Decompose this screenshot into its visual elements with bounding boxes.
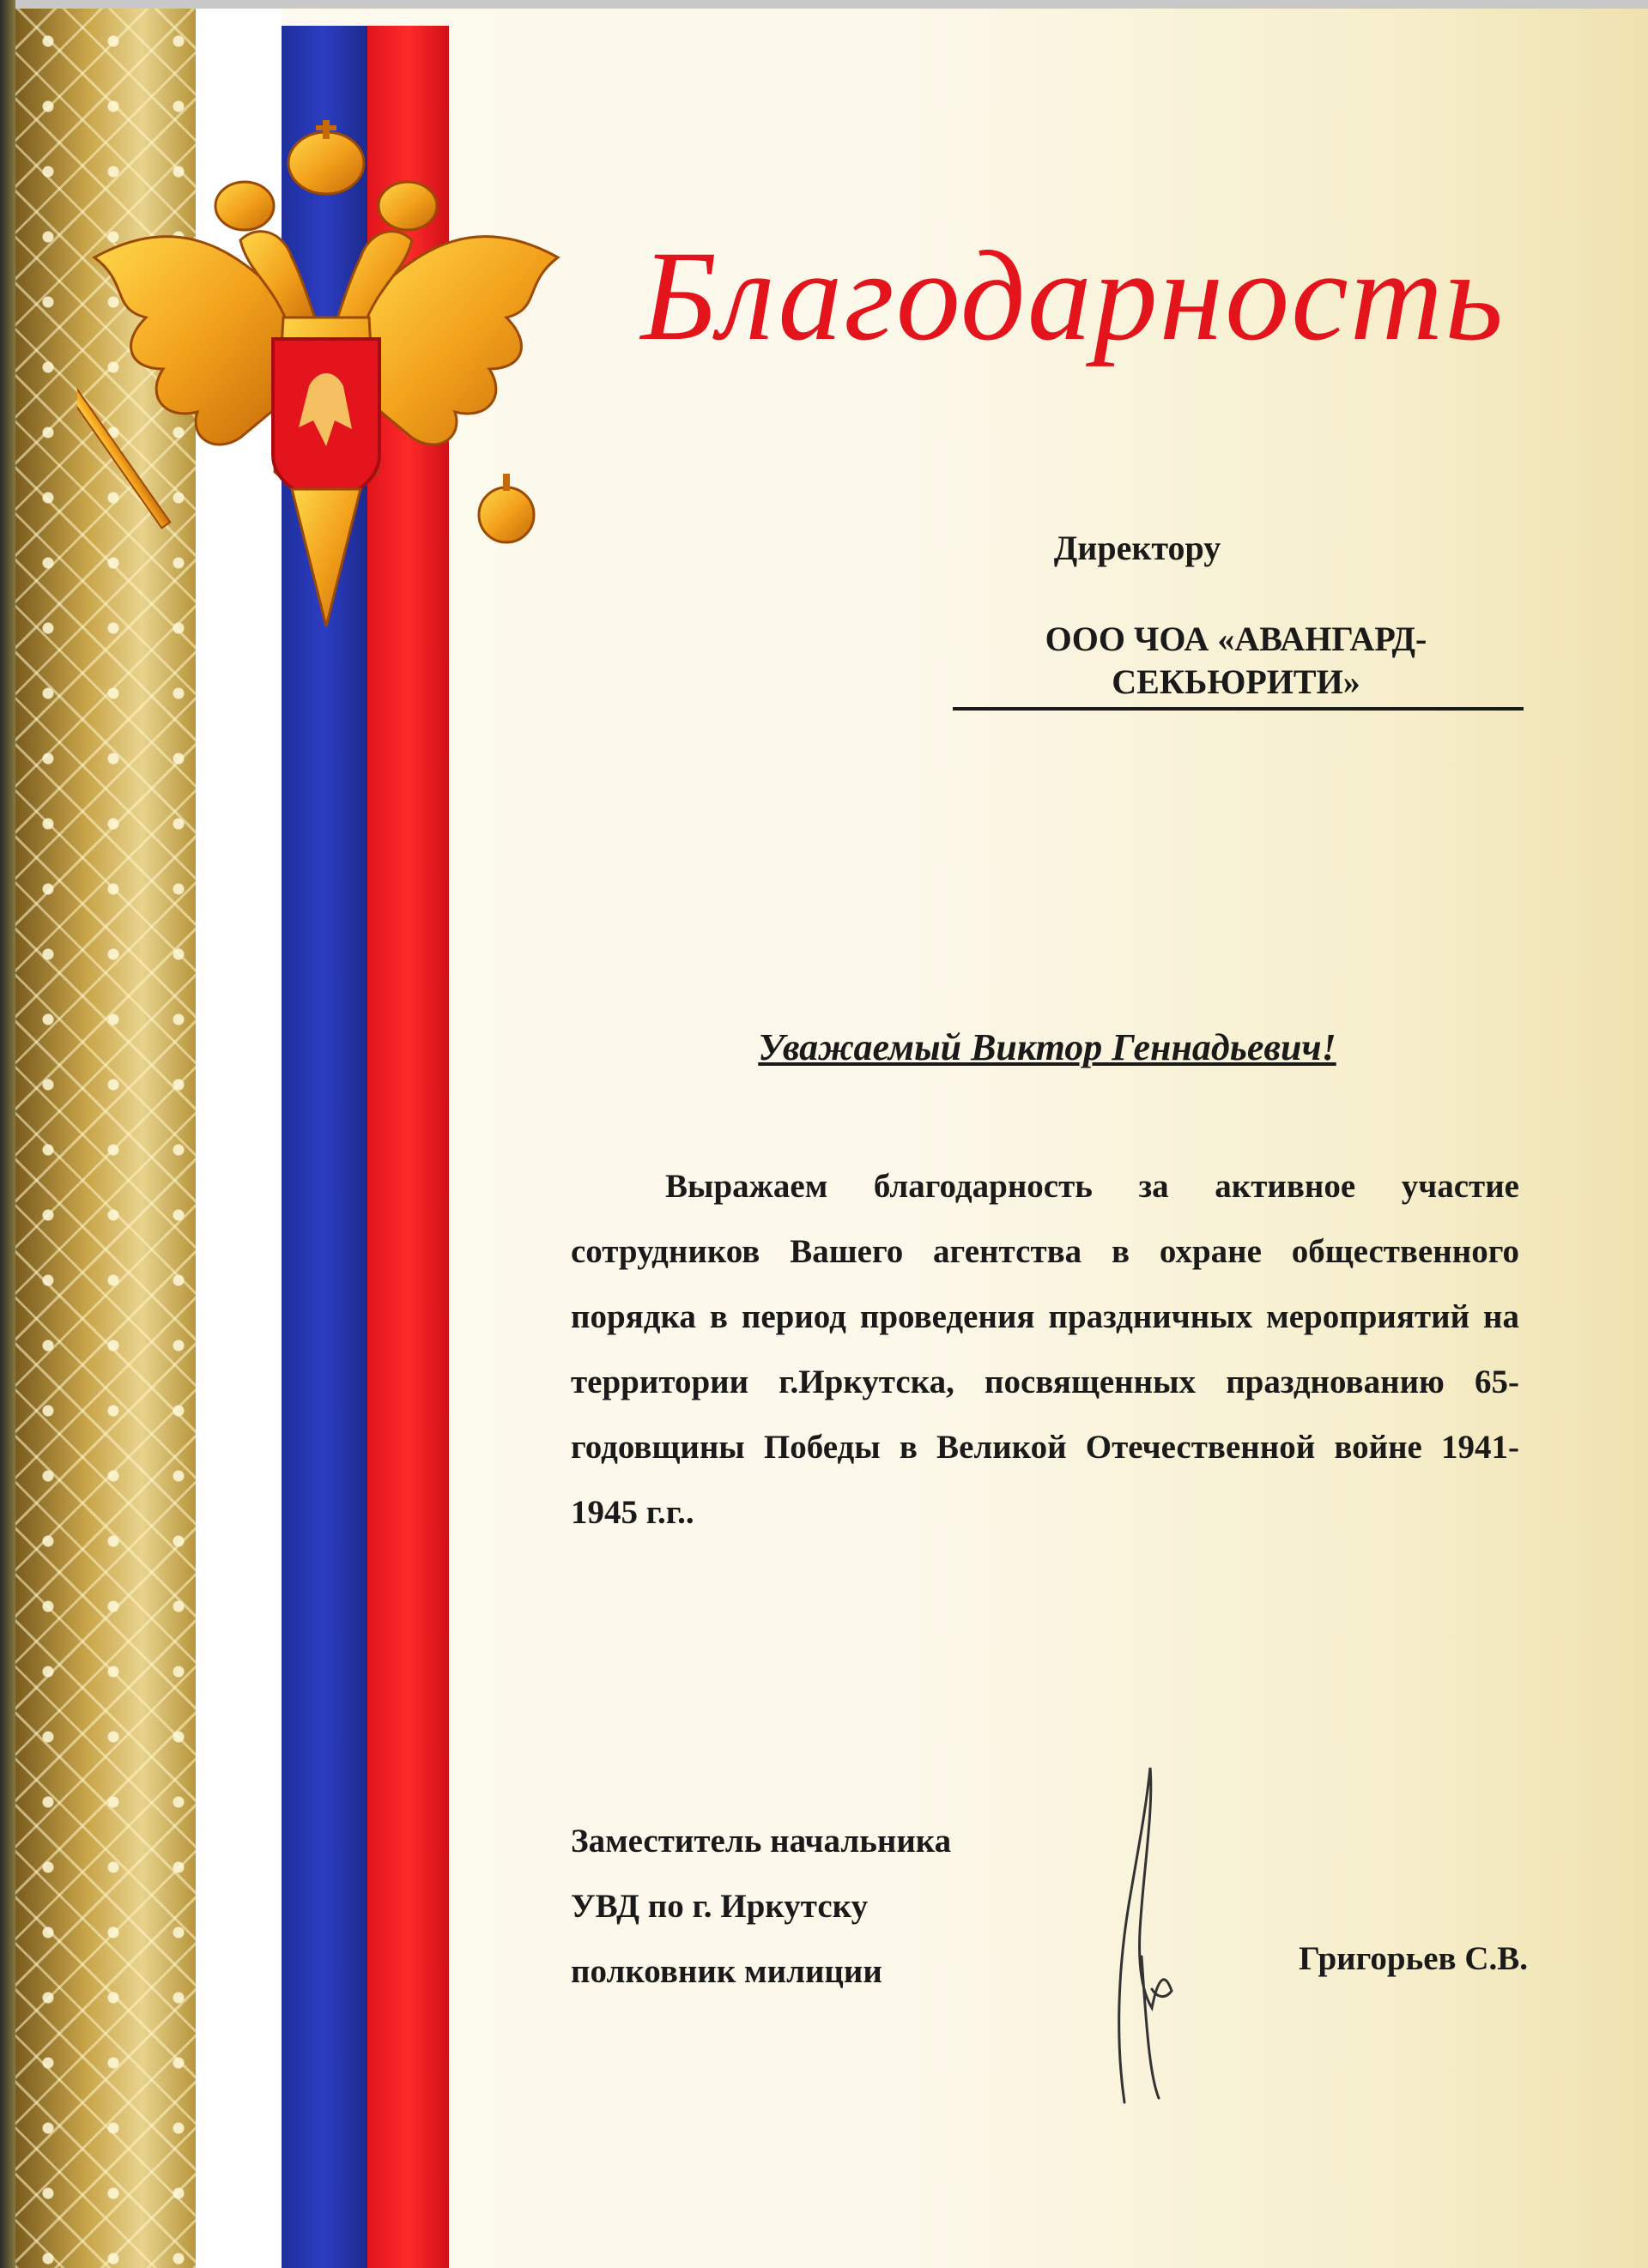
signatory-position [571, 1809, 1086, 2005]
certificate-title: Благодарность [640, 225, 1506, 367]
signatory-position-line-1: Заместитель начальника [571, 1823, 952, 1860]
signatory-position-line-2: УВД по г. Иркутску [571, 1888, 869, 1925]
addressee-role: Директору [1053, 529, 1221, 567]
scan-edge-left [0, 0, 15, 2268]
organization-underline [953, 707, 1524, 711]
body-text: Выражаем благодарность за активное участие сотрудников Вашего агентства в охране общественного порядка в период проведения праздничных мероприятий на территории г.Иркутска, посвященных празднованию 65-годовщины Победы в Великой Отечественной войне 1941-1945 г.г.. [571, 1168, 1519, 1531]
signatory-position-line-3: полковник милиции [571, 1953, 882, 1990]
double-headed-eagle-emblem-icon [77, 112, 575, 626]
addressee-organization: ООО ЧОА «АВАНГАРД-СЕКЬЮРИТИ» [1045, 620, 1427, 701]
scan-edge-top [0, 0, 1648, 9]
handwritten-signature-icon [1064, 1759, 1202, 2120]
salutation: Уважаемый Виктор Геннадьевич! [758, 1026, 1336, 1068]
signatory-name: Григорьев С.В. [1299, 1940, 1528, 1977]
